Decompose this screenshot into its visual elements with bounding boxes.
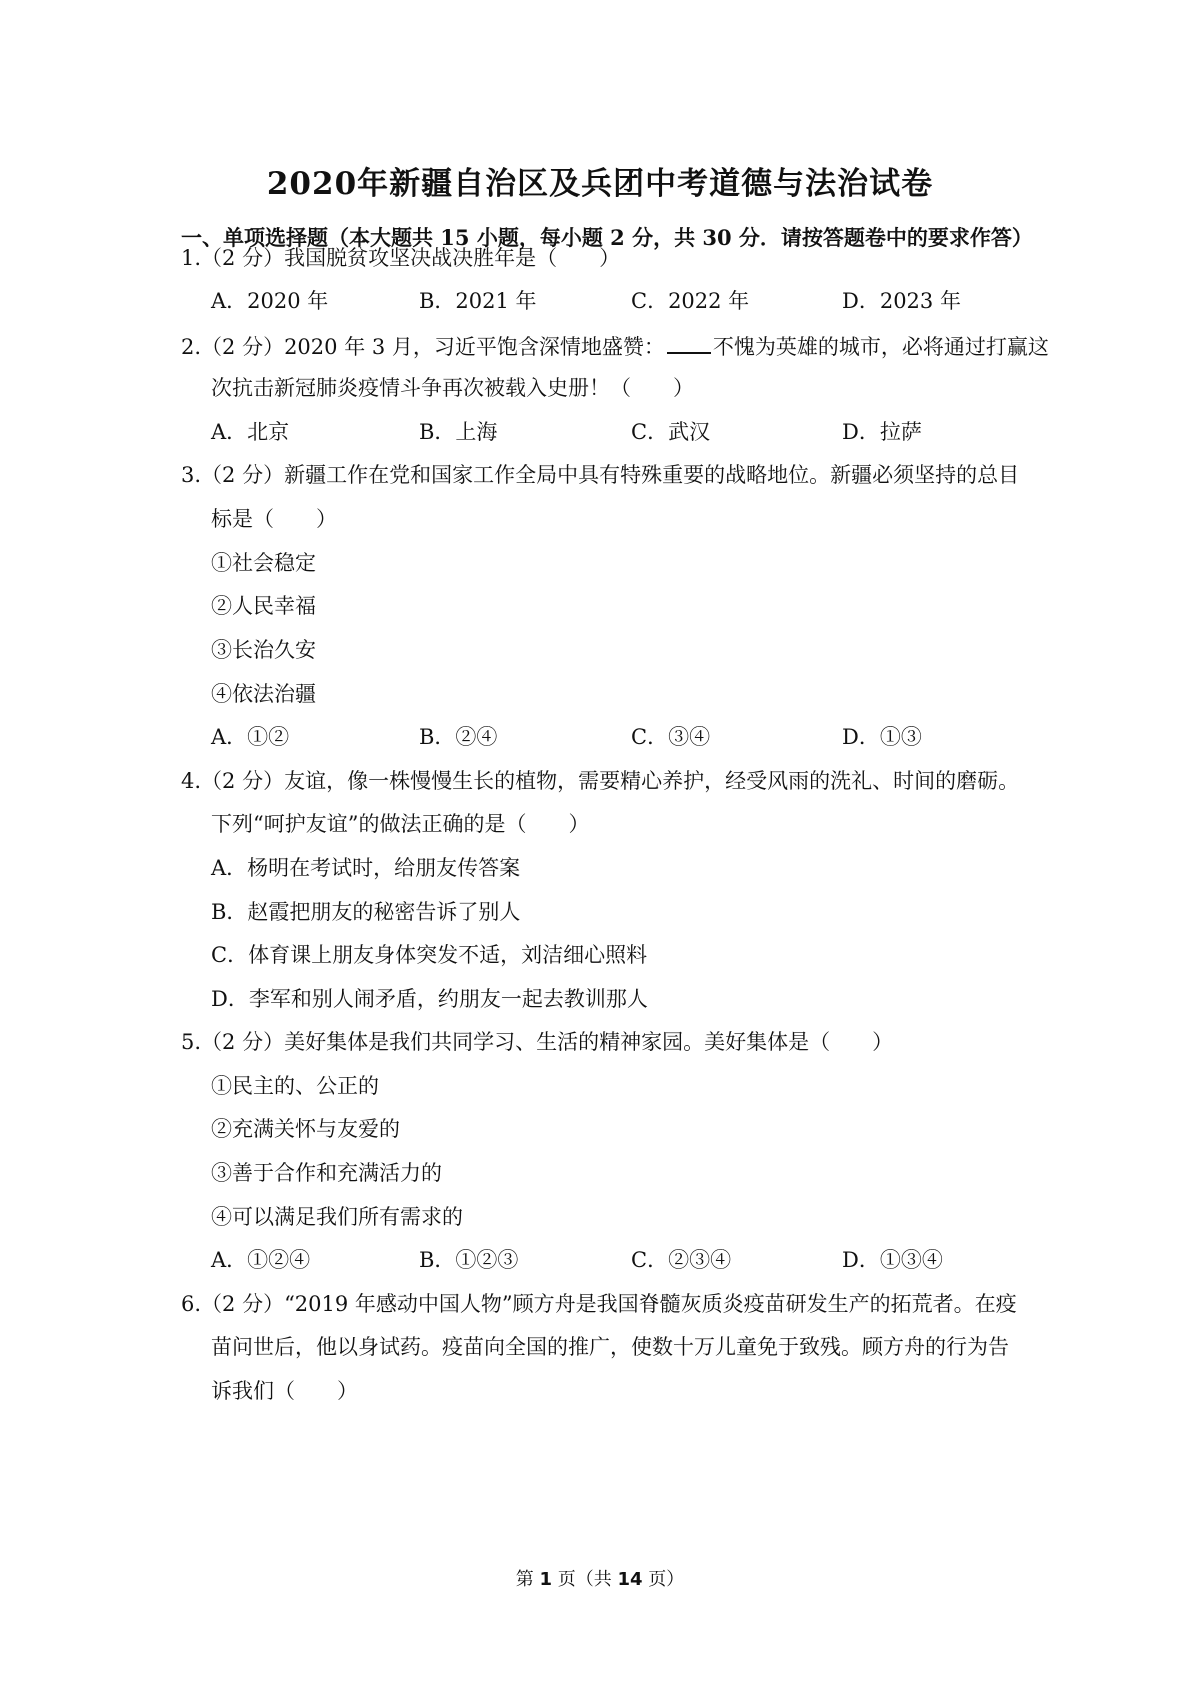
footer-prefix: 第: [515, 1569, 540, 1590]
question-4-option-a: A．杨明在考试时，给朋友传答案: [211, 856, 521, 880]
question-3-option-c: C．③④: [631, 725, 711, 749]
question-4-stem-line-2: 下列“呵护友谊”的做法正确的是（ ）: [211, 812, 590, 836]
question-1-option-d: D．2023 年: [842, 289, 961, 313]
question-1-option-b: B．2021 年: [419, 289, 537, 313]
question-3-option-d: D．①③: [842, 725, 922, 749]
question-3-item-4: ④依法治疆: [211, 682, 316, 706]
question-2-option-b: B．上海: [419, 420, 498, 444]
section-heading: 一、单项选择题（本大题共 15 小题，每小题 2 分，共 30 分．请按答题卷中的要求作答）: [181, 225, 1033, 250]
question-2-option-d: D．拉萨: [842, 420, 922, 444]
footer-middle: 页（共: [552, 1569, 618, 1590]
question-2-stem-before-blank: 2.（2 分）2020 年 3 月，习近平饱含深情地盛赞：: [181, 335, 665, 359]
page-title: 2020年新疆自治区及兵团中考道德与法治试卷: [266, 166, 934, 202]
question-5-item-2: ②充满关怀与友爱的: [211, 1117, 400, 1141]
question-3-option-b: B．②④: [419, 725, 498, 749]
page-footer: [0, 1565, 1200, 1591]
question-4-option-d: D．李军和别人闹矛盾，约朋友一起去教训那人: [211, 987, 648, 1011]
question-6-stem-line-3: 诉我们（ ）: [211, 1379, 358, 1403]
question-2-stem-after-blank: 不愧为英雄的城市，必将通过打赢这: [712, 335, 1049, 359]
question-2-stem: [181, 330, 1049, 362]
question-2-option-c: C．武汉: [631, 420, 711, 444]
question-3-stem-line-2: 标是（ ）: [211, 507, 337, 531]
question-4-option-b: B．赵霞把朋友的秘密告诉了别人: [211, 900, 521, 924]
question-6-stem: 6.（2 分）“2019 年感动中国人物”顾方舟是我国脊髓灰质炎疫苗研发生产的拓荒者。在疫: [181, 1292, 1017, 1316]
question-6-stem-line-2: 苗问世后，他以身试药。疫苗向全国的推广，使数十万儿童免于致残。顾方舟的行为告: [211, 1335, 1009, 1359]
question-1-option-c: C．2022 年: [631, 289, 750, 313]
question-1-stem: 1.（2 分）我国脱贫攻坚决战决胜年是（ ）: [181, 246, 621, 270]
question-3-item-3: ③长治久安: [211, 638, 316, 662]
question-5-stem: 5.（2 分）美好集体是我们共同学习、生活的精神家园。美好集体是（ ）: [181, 1030, 894, 1054]
footer-suffix: 页）: [642, 1569, 685, 1590]
question-5-option-d: D．①③④: [842, 1248, 943, 1272]
question-3-stem: 3.（2 分）新疆工作在党和国家工作全局中具有特殊重要的战略地位。新疆必须坚持的总目: [181, 463, 1020, 487]
question-2-option-a: A．北京: [211, 420, 290, 444]
question-4-option-c: C．体育课上朋友身体突发不适，刘洁细心照料: [211, 943, 648, 967]
question-5-option-c: C．②③④: [631, 1248, 732, 1272]
question-2-stem-line-2: 次抗击新冠肺炎疫情斗争再次被载入史册！（ ）: [211, 376, 694, 400]
total-page-count: 14: [617, 1569, 643, 1590]
question-5-item-3: ③善于合作和充满活力的: [211, 1161, 442, 1185]
question-4-stem: 4.（2 分）友谊，像一株慢慢生长的植物，需要精心养护，经受风雨的洗礼、时间的磨砺。: [181, 769, 1020, 793]
question-5-option-a: A．①②④: [211, 1248, 311, 1272]
question-5-item-1: ①民主的、公正的: [211, 1074, 379, 1098]
question-1-option-a: A．2020 年: [211, 289, 329, 313]
question-5-item-4: ④可以满足我们所有需求的: [211, 1205, 463, 1229]
question-3-item-2: ②人民幸福: [211, 594, 316, 618]
question-5-option-b: B．①②③: [419, 1248, 519, 1272]
question-3-option-a: A．①②: [211, 725, 290, 749]
question-3-item-1: ①社会稳定: [211, 551, 316, 575]
current-page-number: 1: [539, 1569, 552, 1590]
answer-blank: [667, 330, 711, 354]
